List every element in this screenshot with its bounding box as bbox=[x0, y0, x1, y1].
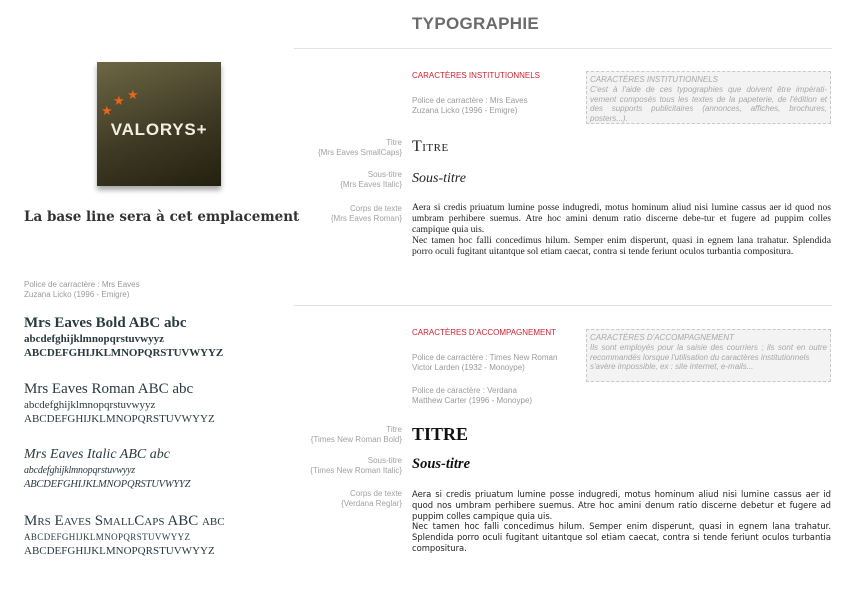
specimen-title: Mrs Eaves Roman ABC abc bbox=[24, 381, 194, 397]
specimen-bold bbox=[24, 314, 294, 360]
font-credit-line: Police de caractère : Verdana bbox=[412, 386, 517, 395]
specimen-lowercase: abcdefghijklmnopqrstuvwyyz bbox=[24, 333, 164, 345]
specimen-lowercase: abcdefghijklmnopqrstuvwyyz bbox=[24, 399, 156, 411]
body-paragraph: Aera si credis priuatum lumine posse indugredi, motus hominum aliud nisi lumine cassus aer id quod nos umbram perhibere suemus. Atre hoc amini denum ratio discerne debe-tur et fugere ad puppim colles campique quia uis. bbox=[412, 202, 831, 235]
label-corps bbox=[292, 489, 402, 509]
sample-titre: TITRE bbox=[412, 424, 469, 444]
specimen-lowercase: abcdefghijklmnopqrstuvwyyz bbox=[24, 465, 135, 476]
font-credit-line: Police de carractère : Mrs Eaves bbox=[412, 96, 528, 105]
institutional-heading: CARACTÈRES INSTITUTIONNELS bbox=[412, 71, 541, 80]
body-paragraph: Nec tamen hoc falli concedimus hilum. Semper enim disperunt, quasi in egnem lana trahatur. Splendida porro oculi fugitant uitantque sol etiam caecat, contra si tende feriunt oculos turbantia compositura. bbox=[412, 521, 831, 553]
note-text: Ils sont employés pour la saisie des courriers ; ils sont en outre recommandés lorsque l'utilisation du caractères institutionnels bbox=[590, 342, 827, 362]
baseline-placeholder: La base line sera à cet emplacement bbox=[24, 209, 300, 225]
label-name: Sous-titre bbox=[367, 456, 402, 465]
accompanying-heading: CARACTÈRES D'ACCOMPAGNEMENT bbox=[412, 328, 557, 337]
label-font: {Mrs Eaves Roman} bbox=[330, 214, 402, 223]
specimen-lowercase: ABCDEFGHIJKLMNOPQRSTUVWYYZ bbox=[24, 532, 191, 542]
section-divider bbox=[294, 305, 832, 306]
specimen-uppercase: ABCDEFGHIJKLMNOPQRSTUVWYYZ bbox=[24, 413, 215, 425]
sample-sous-titre: Sous-titre bbox=[412, 456, 471, 472]
page-title: TYPOGRAPHIE bbox=[412, 14, 540, 33]
specimen-uppercase: ABCDEFGHIJKLMNOPQRSTUVWYYZ bbox=[24, 545, 215, 557]
label-sous-titre bbox=[292, 456, 402, 476]
label-name: Titre bbox=[386, 425, 402, 434]
accompanying-note bbox=[586, 329, 831, 382]
specimen-smallcaps bbox=[24, 512, 294, 558]
valorys-logo bbox=[97, 62, 221, 186]
sample-sous-titre: Sous-titre bbox=[412, 171, 466, 186]
institutional-font-credit bbox=[412, 96, 528, 116]
accompanying-font-credit-2 bbox=[412, 386, 532, 406]
font-credit-line: Zuzana Licko (1996 - Emigre) bbox=[412, 106, 518, 115]
note-text: C'est à l'aide de ces typographies que doivent être impérati-vement composés tous les textes de la papeterie, de l'édition et des supports publicitaires (annonces, affiches, brochures, posters...). bbox=[590, 84, 827, 124]
label-font: {Verdana Reglar} bbox=[341, 499, 402, 508]
institutional-note bbox=[586, 71, 831, 124]
font-credit-line: Matthew Carter (1996 - Monoype) bbox=[412, 396, 533, 405]
label-sous-titre bbox=[292, 170, 402, 190]
label-titre bbox=[292, 138, 402, 158]
accompanying-font-credit-1 bbox=[412, 353, 557, 373]
label-titre bbox=[292, 425, 402, 445]
specimen-uppercase: ABCDEFGHIJKLMNOPQRSTUVWYYZ bbox=[24, 479, 191, 490]
star-icon: ★ bbox=[127, 87, 139, 102]
font-credit-line: Police de carractère : Times New Roman bbox=[412, 353, 558, 362]
header-divider bbox=[294, 48, 832, 49]
specimen-roman bbox=[24, 380, 294, 426]
note-title: CARACTÈRES D'ACCOMPAGNEMENT bbox=[590, 333, 735, 342]
label-name: Sous-titre bbox=[367, 170, 402, 179]
label-font: {Mrs Eaves Italic} bbox=[340, 180, 402, 189]
note-text: s'avère impossible, ex : site internet, e-mails... bbox=[590, 362, 754, 372]
sample-body-text bbox=[412, 489, 831, 554]
specimen-italic bbox=[24, 446, 294, 492]
sample-body-text bbox=[412, 202, 831, 257]
label-name: Corps de texte bbox=[349, 489, 402, 498]
label-name: Corps de texte bbox=[349, 204, 402, 213]
label-font: {Mrs Eaves SmallCaps} bbox=[317, 148, 402, 157]
font-credit-line: Zuzana Licko (1996 - Emigre) bbox=[24, 290, 130, 299]
body-paragraph: Aera si credis priuatum lumine posse indugredi, motus hominum aliud nisi lumine cassus aer id quod nos umbram perhibere suemus. Atre hoc amini denum ratio discerne debetur et fugere ad puppim colles campique quia uis. bbox=[412, 489, 831, 521]
specimen-uppercase: ABCDEFGHIJKLMNOPQRSTUVWYYZ bbox=[24, 347, 224, 359]
note-title: CARACTÈRES INSTITUTIONNELS bbox=[590, 75, 719, 84]
sample-titre: Titre bbox=[412, 138, 449, 155]
body-paragraph: Nec tamen hoc falli concedimus hilum. Semper enim disperunt, quasi in egnem lana trahatur. Splendida porro oculi fugitant uitantque sol etiam caecat, contra si tende feriunt oculos turbantia compositura. bbox=[412, 235, 831, 257]
specimen-title: Mrs Eaves Bold ABC abc bbox=[24, 315, 187, 331]
logo-wordmark: VALORYS+ bbox=[110, 120, 208, 139]
label-corps bbox=[292, 204, 402, 224]
specimen-title: Mrs Eaves SmallCaps ABC abc bbox=[24, 513, 225, 529]
label-font: {Times New Roman Bold} bbox=[310, 435, 402, 444]
font-credit-line: Police de carractère : Mrs Eaves bbox=[24, 280, 140, 289]
specimen-title: Mrs Eaves Italic ABC abc bbox=[24, 447, 170, 462]
font-credit-line: Victor Larden (1932 - Monoype) bbox=[412, 363, 525, 372]
label-name: Titre bbox=[386, 138, 402, 147]
star-icon: ★ bbox=[113, 93, 125, 108]
left-font-credit bbox=[24, 280, 140, 300]
label-font: {Times New Roman Italic} bbox=[310, 466, 402, 475]
star-icon: ★ bbox=[101, 103, 113, 118]
